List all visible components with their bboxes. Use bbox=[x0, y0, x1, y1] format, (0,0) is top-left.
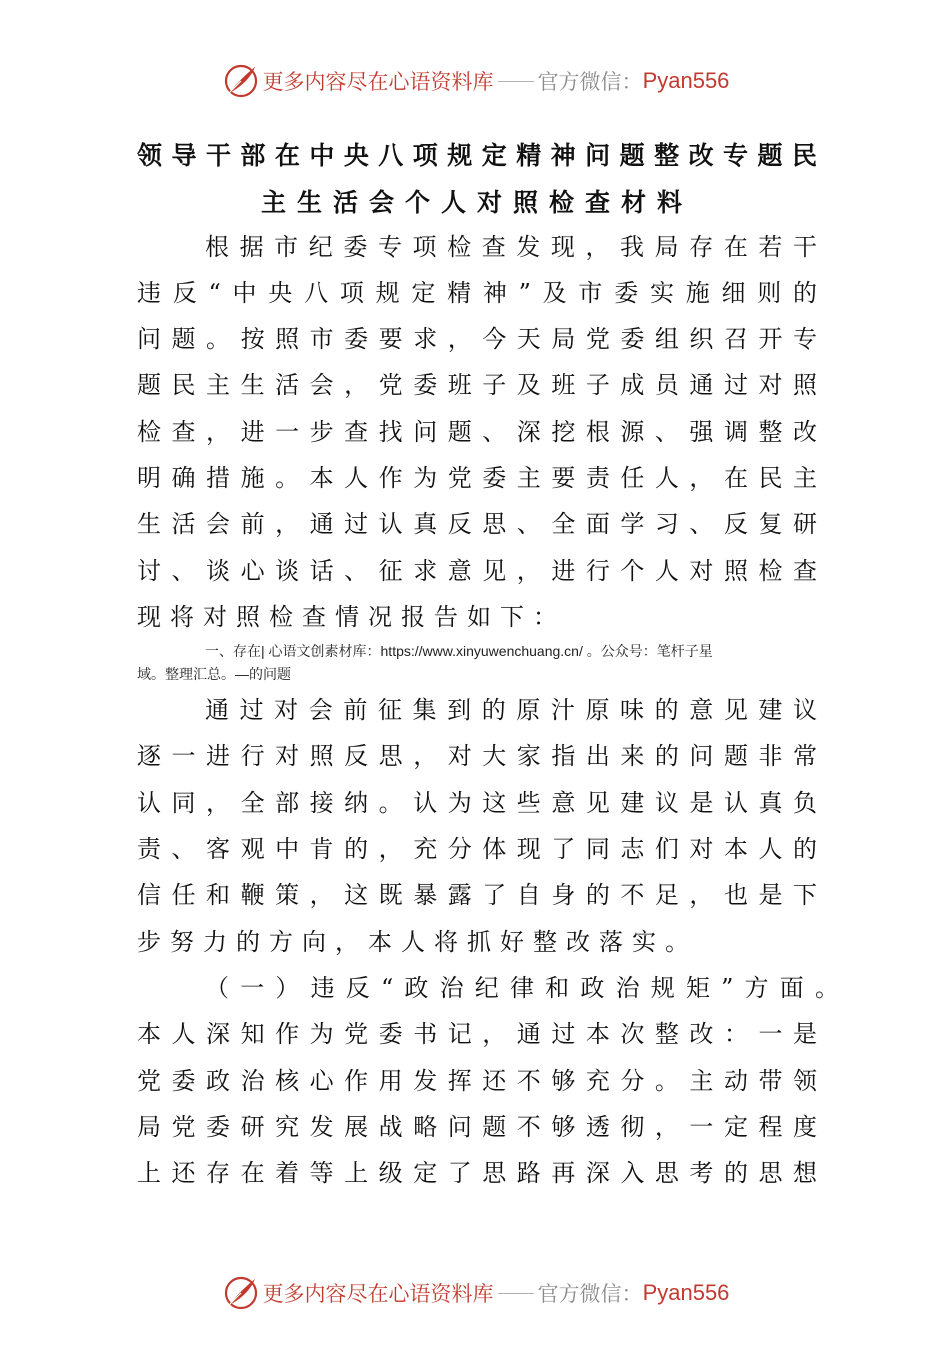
paragraph-line: 认同，全部接纳。认为这些意见建议是认真负 bbox=[137, 789, 817, 817]
paragraph-line: 违反“中央八项规定精神”及市委实施细则的 bbox=[137, 279, 817, 307]
paragraph-line: 题民主生活会，党委班子及班子成员通过对照 bbox=[137, 371, 817, 399]
section-heading-line-1: 一、存在| 心语文创素材库：https://www.xinyuwenchuang.cn/ 。公众号：笔杆子星 bbox=[205, 643, 713, 659]
paragraph-line: 局党委研究发展战略问题不够透彻，一定程度 bbox=[137, 1113, 817, 1141]
paragraph-line: 生活会前，通过认真反思、全面学习、反复研 bbox=[137, 510, 817, 538]
banner-wechat-id: Pyan556 bbox=[642, 1280, 730, 1305]
paragraph-line: 检查，进一步查找问题、深挖根源、强调整改 bbox=[137, 418, 817, 446]
paragraph-line: 通过对会前征集到的原汁原味的意见建议 bbox=[205, 696, 817, 724]
banner-text: 更多内容尽在心语资料库 bbox=[262, 70, 494, 94]
banner-text: 更多内容尽在心语资料库 bbox=[262, 1282, 494, 1306]
paragraph-line: 讨、谈心谈话、征求意见，进行个人对照检查 bbox=[137, 557, 817, 585]
document-title-line-2: 主生活会个人对照检查材料 bbox=[260, 188, 693, 217]
section-heading-line-2: 域。整理汇总。—的问题 bbox=[137, 666, 291, 682]
paragraph-line: 问题。按照市委要求，今天局党委组织召开专 bbox=[137, 325, 817, 353]
banner-wechat-id: Pyan556 bbox=[642, 68, 730, 93]
document-title-line-1: 领导干部在中央八项规定精神问题整改专题民 bbox=[137, 141, 817, 170]
paragraph-line: 本人深知作为党委书记，通过本次整改：一是 bbox=[137, 1020, 817, 1048]
paragraph-line: 步努力的方向，本人将抓好整改落实。 bbox=[137, 928, 698, 956]
paragraph-line: 逐一进行对照反思，对大家指出来的问题非常 bbox=[137, 742, 817, 770]
paragraph-line: 责、客观中肯的，充分体现了同志们对本人的 bbox=[137, 835, 817, 863]
banner-dash bbox=[498, 1293, 534, 1294]
footer-banner bbox=[0, 1268, 950, 1318]
document-body bbox=[137, 0, 839, 1346]
paragraph-line: 明确措施。本人作为党委主要责任人，在民主 bbox=[137, 464, 817, 492]
banner-wechat-label: 官方微信： bbox=[537, 1282, 643, 1306]
paragraph-line: 现将对照检查情况报告如下： bbox=[137, 603, 566, 631]
subsection-heading-line: （一）违反“政治纪律和政治规矩”方面。 bbox=[205, 974, 839, 1002]
paragraph-line: 党委政治核心作用发挥还不够充分。主动带领 bbox=[137, 1067, 817, 1095]
paragraph-line: 根据市纪委专项检查发现，我局存在若干 bbox=[205, 233, 817, 261]
feather-pen-logo-icon bbox=[221, 1273, 261, 1313]
paragraph-line: 上还存在着等上级定了思路再深入思考的思想 bbox=[137, 1159, 817, 1187]
paragraph-line: 信任和鞭策，这既暴露了自身的不足，也是下 bbox=[137, 881, 817, 909]
banner-wechat-label: 官方微信： bbox=[537, 70, 643, 94]
